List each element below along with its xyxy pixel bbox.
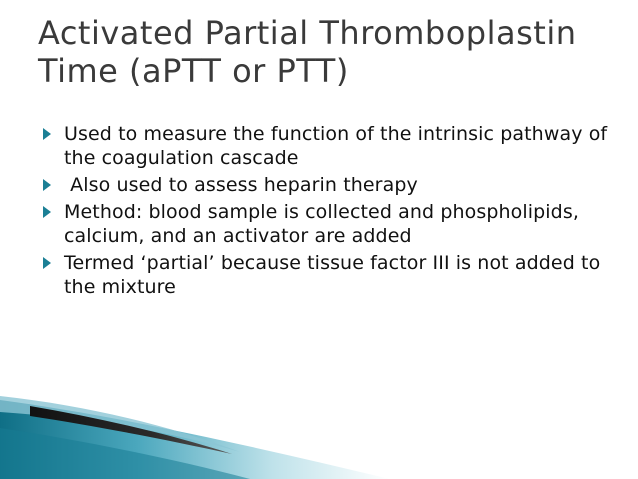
bullet-item <box>38 200 608 248</box>
triangle-right-icon <box>42 254 52 272</box>
bullet-item <box>38 251 608 299</box>
bullet-text: Also used to assess heparin therapy <box>64 174 418 196</box>
bullet-item <box>38 173 608 197</box>
bullet-list <box>38 122 614 302</box>
bullet-text: Method: blood sample is collected and phospholipids, calcium, and an activator are added <box>64 201 586 247</box>
triangle-right-icon <box>42 176 52 194</box>
decorative-swoosh <box>0 388 638 479</box>
triangle-right-icon <box>42 125 52 143</box>
triangle-right-icon <box>42 203 52 221</box>
slide-title: Activated Partial Thromboplastin Time (aPTT or PTT) <box>38 14 577 90</box>
bullet-text: Used to measure the function of the intrinsic pathway of the coagulation cascade <box>64 123 614 169</box>
bullet-item <box>38 122 614 170</box>
bullet-text: Termed ‘partial’ because tissue factor III is not added to the mixture <box>64 252 607 298</box>
